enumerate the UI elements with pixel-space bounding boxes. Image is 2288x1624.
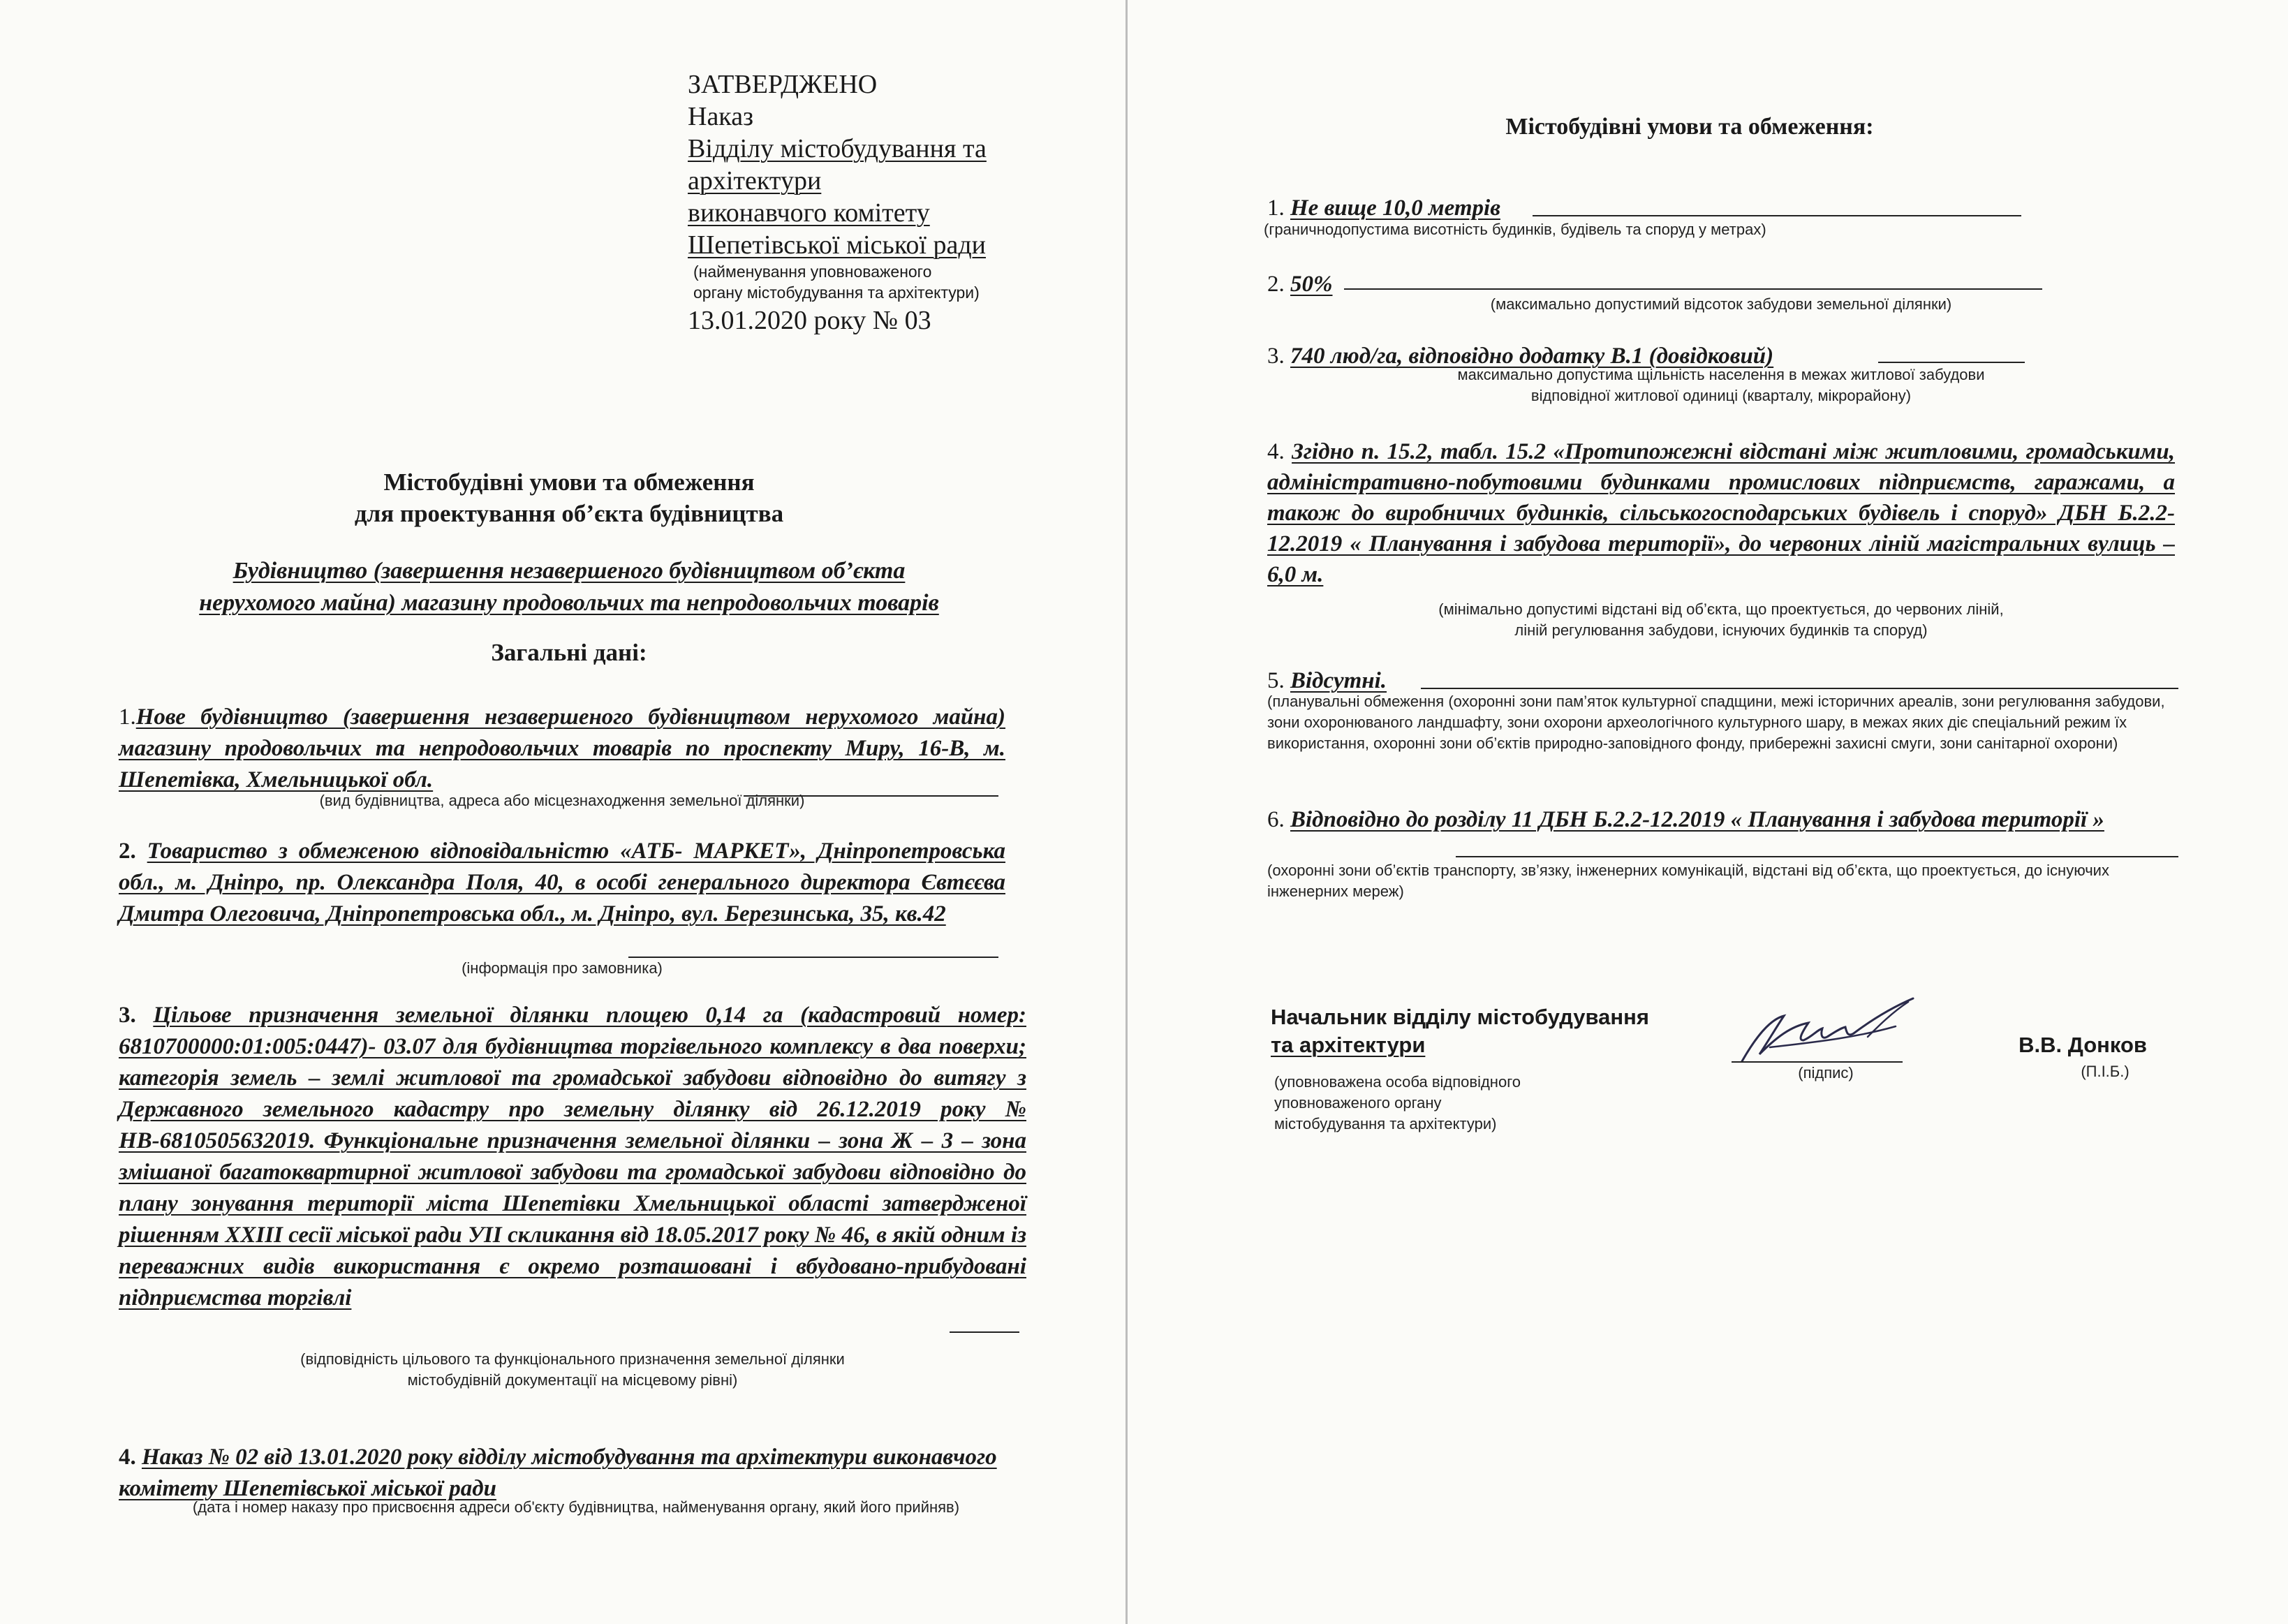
approval-date: 13.01.2020 року № 03 xyxy=(688,306,931,335)
underline-rule xyxy=(1533,215,2021,216)
general-item-4 xyxy=(119,1442,1026,1505)
general-item-2 xyxy=(119,836,1005,930)
item-2-caption: (інформація про замовника) xyxy=(462,959,663,977)
approval-heading: ЗАТВЕРДЖЕНО xyxy=(688,70,878,99)
approval-authority-line1: Відділу містобудування та xyxy=(688,134,987,163)
conditions-heading: Містобудівні умови та обмеження: xyxy=(1505,114,1874,140)
planning-restrictions: Відсутні. xyxy=(1290,668,1387,693)
condition-6-caption: (охоронні зони об’єктів транспорту, зв’язку, інженерних комунікацій, відстані від об’єкта, що проектується, до існуючих інженерних мереж) xyxy=(1267,862,2109,900)
approval-order-word: Наказ xyxy=(688,102,754,131)
approval-caption-line2: органу містобудування та архітектури) xyxy=(693,283,980,302)
min-distances: Згідно п. 15.2, табл. 15.2 «Протипожежні відстані між житловими, громадськими, адміністративно-побутовими будинками промислових підприємств, гаражами, а також до виробничих будинків, сільськогосподарських будівель і споруд» ДБН Б.2.2-12.2019 « Планування і забудова території», до червоних ліній магістральних вулиць – 6,0 м. xyxy=(1267,439,2176,587)
underline-rule xyxy=(1456,856,2178,857)
item-number: 4. xyxy=(119,1445,136,1470)
document-title-line1: Містобудівні умови та обмеження xyxy=(383,468,755,496)
right-page xyxy=(1128,0,2288,1624)
construction-type-address: Нове будівництво (завершення незавершеного будівництвом нерухомого майна) магазину продовольчих та непродовольчих товарів по проспекту Миру, 16-В, м. Шепетівка, Хмельницької обл. xyxy=(119,704,1005,792)
population-density: 740 люд/га, відповідно додатку В.1 (довідковий) xyxy=(1290,344,1774,369)
left-page xyxy=(0,0,1128,1624)
handwritten-signature xyxy=(1728,995,1924,1072)
signatory-position xyxy=(1271,1003,1718,1059)
approval-authority-line4: Шепетівської міської ради xyxy=(688,230,986,260)
condition-4 xyxy=(1267,436,2175,590)
general-item-3 xyxy=(119,1000,1026,1314)
signatory-role-caption xyxy=(1274,1072,1623,1135)
condition-1-caption: (граничнодопустима висотність будинків, будівель та споруд у метрах) xyxy=(1264,221,1766,238)
approval-authority-line3: виконавчого комітету xyxy=(688,198,930,228)
object-name-line2: нерухомого майна) магазину продовольчих та непродовольчих товарів xyxy=(199,590,939,616)
general-item-1 xyxy=(119,702,1005,796)
customer-info: Товариство з обмеженою відповідальністю «АТБ- МАРКЕТ», Дніпропетровська обл., м. Дніпро, пр. Олександра Поля, 40, в особі генерального директора Євтєєва Дмитра Олеговича, Дніпропетровська обл., м. Дніпро, вул. Березинська, 35, кв.42 xyxy=(119,839,1005,927)
item-4-caption: (дата і номер наказу про присвоєння адреси об'єкту будівництва, найменування органу, який його прийняв) xyxy=(192,1498,960,1516)
item-3-caption xyxy=(119,1349,1026,1391)
general-data-heading: Загальні дані: xyxy=(491,639,647,666)
condition-number: 3. xyxy=(1267,344,1285,369)
item-1-caption: (вид будівництва, адреса або місцезнаходження земельної ділянки) xyxy=(319,792,805,809)
address-order: Наказ № 02 від 13.01.2020 року відділу містобудування та архітектури виконавчого комітету Шепетівської міської ради xyxy=(119,1445,997,1501)
protection-zones: Відповідно до розділу 11 ДБН Б.2.2-12.2019 « Планування і забудова території » xyxy=(1290,807,2104,832)
document-title-line2: для проектування об’єкта будівництва xyxy=(354,500,784,527)
item-3-caption-line1: (відповідність цільового та функціонального призначення земельної ділянки xyxy=(300,1350,845,1368)
condition-number: 6. xyxy=(1267,807,1285,832)
item-number: 1. xyxy=(119,704,136,730)
max-building-coverage: 50% xyxy=(1290,272,1333,297)
item-number: 2. xyxy=(119,839,136,864)
underline-rule xyxy=(1878,362,2025,363)
object-name xyxy=(119,555,1019,619)
condition-number: 4. xyxy=(1267,439,1285,464)
condition-number: 2. xyxy=(1267,272,1285,297)
signatory-role-caption-line3: містобудування та архітектури) xyxy=(1274,1115,1497,1132)
signatory-position-line2: та архітектури xyxy=(1271,1033,1426,1057)
underline-rule xyxy=(950,1331,1019,1333)
item-number: 3. xyxy=(119,1003,136,1028)
condition-6 xyxy=(1267,804,2175,835)
condition-3-caption xyxy=(1267,364,2175,406)
item-3-caption-line2: містобудівній документації на місцевому рівні) xyxy=(407,1371,738,1389)
condition-5-caption: (планувальні обмеження (охоронні зони пам’яток культурної спадщини, межі історичних ареалів, зони регулювання забудови, зони охоронюваного ландшафту, зони охорони археологічного культурного шару, в межах яких діє спеціальний режим їх використання, охоронні зони об’єктів природно-заповідного фонду, прибережні захисні смуги, зони санітарної охорони) xyxy=(1267,693,2165,752)
document-title xyxy=(119,466,1019,529)
condition-3-caption-line1: максимально допустима щільність населення в межах житлової забудови xyxy=(1457,366,1985,383)
signatory-role-caption-line2: уповноваженого органу xyxy=(1274,1094,1442,1112)
land-purpose: Цільове призначення земельної ділянки площею 0,14 га (кадастровий номер: 6810700000:01:005:0447)- 03.07 для будівництва торгівельного комплексу в два поверхи; категорія земель – землі житлової та громадської забудови відповідно до витягу з Державного земельного кадастру про земельну ділянку від 26.12.2019 року № НВ-6810505632019. Функціональне призначення земельної ділянки – зона Ж – 3 – зона змішаної багатоквартирної житлової забудови та громадської забудови відповідно до плану зонування території міста Шепетівки Хмельницької області затвердженої рішенням ХХІІІ сесії міської ради УІІ скликання від 18.05.2017 року № 46, в якій одним із переважних видів використання є окремо розташовані і вбудовано-прибудовані підприємства торгівлі xyxy=(119,1003,1026,1311)
underline-rule xyxy=(1421,688,2178,689)
signatory-role-caption-line1: (уповноважена особа відповідного xyxy=(1274,1073,1521,1091)
condition-number: 5. xyxy=(1267,668,1285,693)
underline-rule xyxy=(1344,288,2042,290)
condition-number: 1. xyxy=(1267,195,1285,221)
signatory-position-line1: Начальник відділу містобудування xyxy=(1271,1005,1649,1029)
approval-authority-line2: архітектури xyxy=(688,166,822,195)
condition-4-caption-line1: (мінімально допустимі відстані від об’єкта, що проектується, до червоних ліній, xyxy=(1438,600,2004,618)
condition-4-caption xyxy=(1267,599,2175,641)
signatory-name: В.В. Донков xyxy=(2018,1033,2147,1057)
signature-caption: (підпис) xyxy=(1798,1064,1854,1082)
approval-caption-line1: (найменування уповноваженого xyxy=(693,263,932,281)
object-name-line1: Будівництво (завершення незавершеного будівництвом об’єкта xyxy=(233,558,906,584)
condition-3-caption-line2: відповідної житлової одиниці (кварталу, мікрорайону) xyxy=(1530,387,1912,404)
approval-block xyxy=(688,68,1079,337)
condition-2-caption: (максимально допустимий відсоток забудови земельної ділянки) xyxy=(1490,295,1952,313)
condition-4-caption-line2: ліній регулювання забудови, існуючих будинків та споруд) xyxy=(1514,621,1928,639)
max-height: Не вище 10,0 метрів xyxy=(1290,195,1500,221)
name-caption: (П.І.Б.) xyxy=(2081,1063,2130,1080)
